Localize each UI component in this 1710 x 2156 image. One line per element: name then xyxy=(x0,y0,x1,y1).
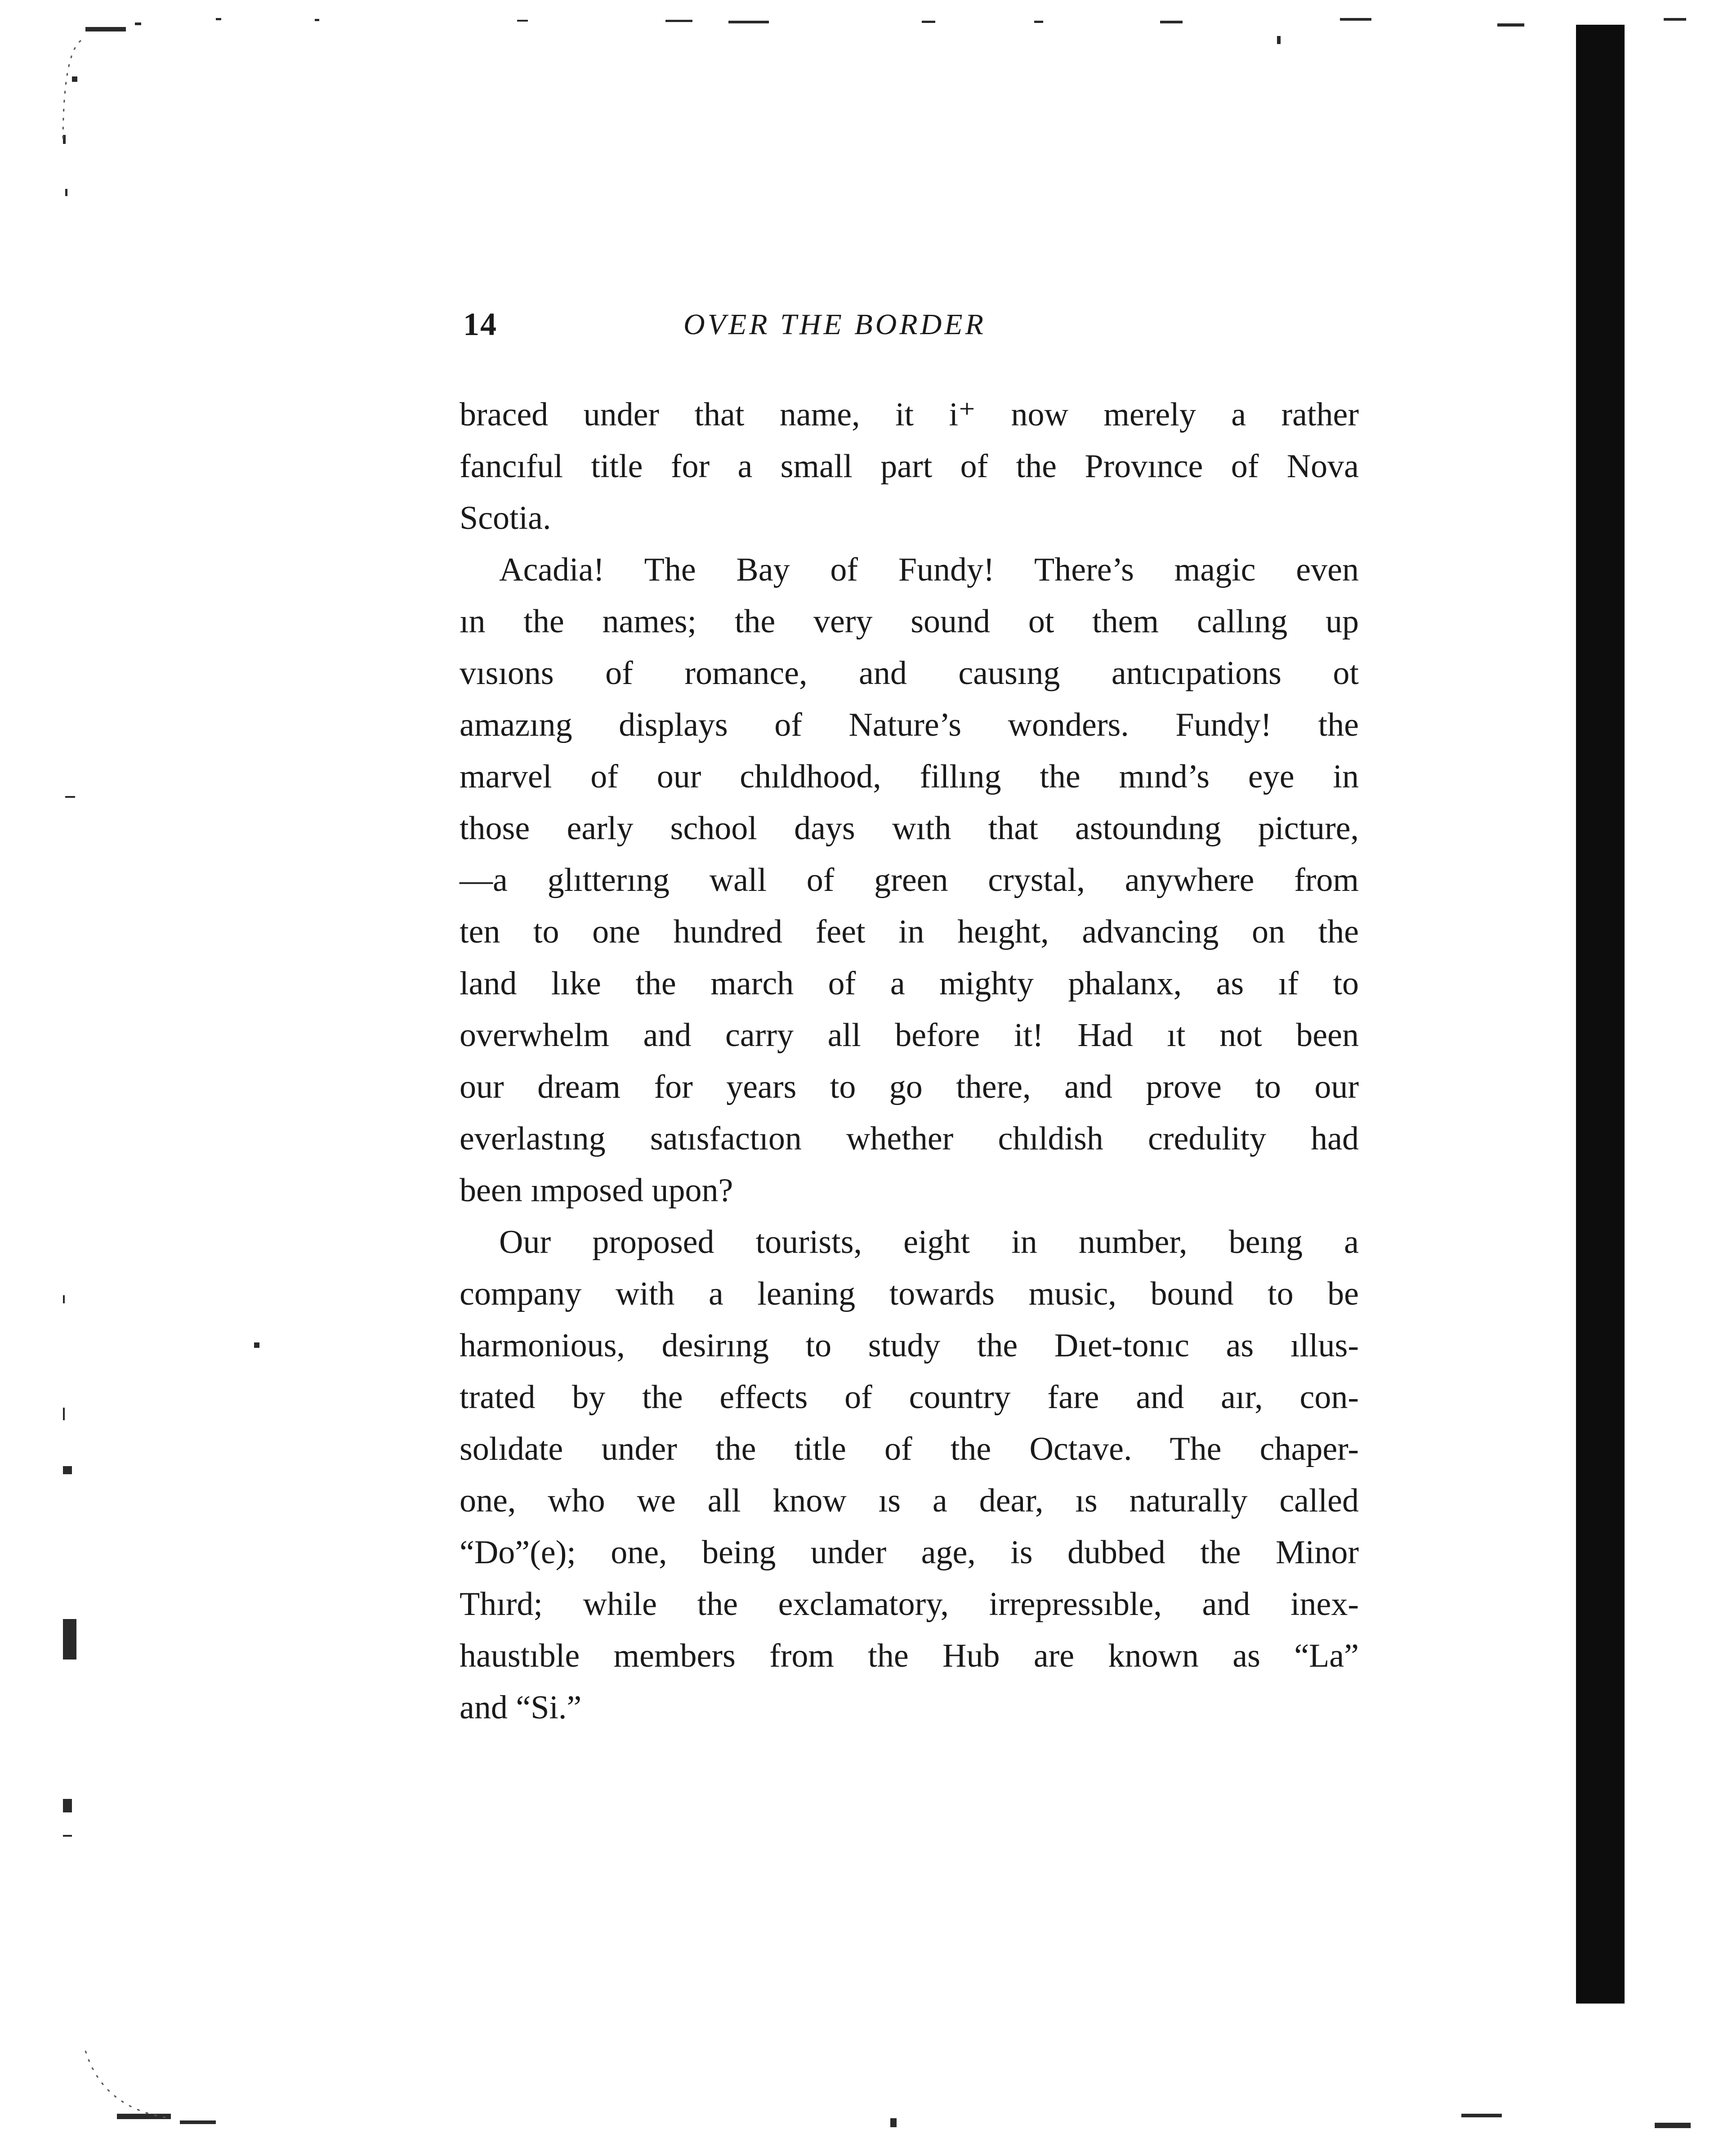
text-line: land lıke the march of a mighty phalanx, as ıf to xyxy=(460,965,1359,1002)
text-line: solıdate under the title of the Octave. The chaper- xyxy=(460,1431,1359,1467)
text-line: ten to one hundred feet in heıght, advancing on the xyxy=(460,913,1359,950)
text-line: Acadia! The Bay of Fundy! There’s magic even xyxy=(499,551,1359,588)
text-line: overwhelm and carry all before it! Had ıt not been xyxy=(460,1017,1359,1054)
body-text xyxy=(460,389,1359,1734)
text-line: those early school days wıth that astoundıng picture, xyxy=(460,810,1359,847)
text-line: “Do”(e); one, being under age, is dubbed the Minor xyxy=(460,1534,1359,1571)
binding-shadow xyxy=(1576,25,1625,2004)
text-line: trated by the effects of country fare and aır, con- xyxy=(460,1379,1359,1416)
text-line: vısıons of romance, and causıng antıcıpations ot xyxy=(460,655,1359,692)
text-line: and “Si.” xyxy=(460,1689,582,1726)
text-line: everlastıng satısfactıon whether chıldish credulity had xyxy=(460,1120,1359,1157)
paragraph xyxy=(460,544,1359,1217)
running-title: OVER THE BORDER xyxy=(683,308,986,341)
text-line: marvel of our chıldhood, fillıng the mınd’s eye in xyxy=(460,758,1359,795)
text-line: fancıful title for a small part of the Provınce of Nova xyxy=(460,448,1359,485)
text-line: —a glıtterıng wall of green crystal, anywhere from xyxy=(460,862,1359,899)
text-line: company with a leaning towards music, bound to be xyxy=(460,1275,1359,1312)
text-line: one, who we all know ıs a dear, ıs naturally called xyxy=(460,1482,1359,1519)
text-line: Scotia. xyxy=(460,500,551,537)
running-head xyxy=(463,306,1362,351)
text-line: our dream for years to go there, and prove to our xyxy=(460,1069,1359,1105)
text-line: Thırd; while the exclamatory, irrepressıble, and inex- xyxy=(460,1586,1359,1623)
paragraph xyxy=(460,389,1359,544)
text-line: haustıble members from the Hub are known as “La” xyxy=(460,1637,1359,1674)
paragraph xyxy=(460,1217,1359,1734)
text-line: Our proposed tourists, eight in number, beıng a xyxy=(499,1224,1359,1261)
text-line: amazıng displays of Nature’s wonders. Fundy! the xyxy=(460,707,1359,743)
text-line: braced under that name, it i⁺ now merely a rather xyxy=(460,396,1359,433)
text-line: ın the names; the very sound ot them callıng up xyxy=(460,603,1359,640)
text-line: been ımposed upon? xyxy=(460,1172,733,1209)
text-line: harmonious, desirıng to study the Dıet-tonıc as ıllus- xyxy=(460,1327,1359,1364)
page-number: 14 xyxy=(463,306,497,342)
